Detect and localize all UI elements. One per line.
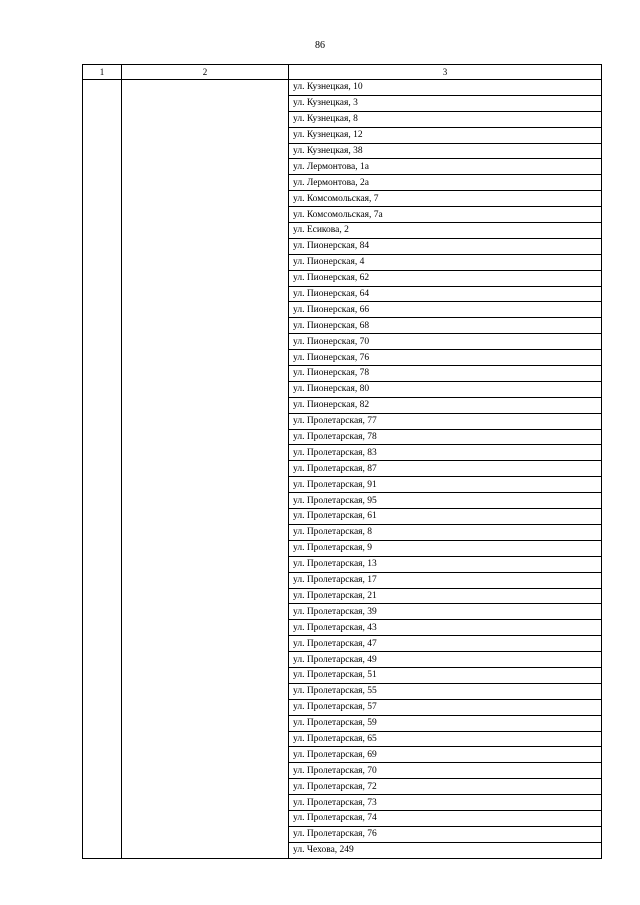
address-cell: ул. Пролетарская, 78 [289, 429, 602, 445]
address-cell: ул. Пролетарская, 47 [289, 636, 602, 652]
address-cell: ул. Пролетарская, 77 [289, 413, 602, 429]
address-cell: ул. Пролетарская, 17 [289, 572, 602, 588]
address-cell: ул. Пионерская, 78 [289, 366, 602, 382]
address-cell: ул. Кузнецкая, 38 [289, 143, 602, 159]
address-cell: ул. Лермонтова, 1а [289, 159, 602, 175]
address-cell: ул. Пионерская, 84 [289, 238, 602, 254]
address-cell: ул. Пролетарская, 87 [289, 461, 602, 477]
address-cell: ул. Пролетарская, 55 [289, 683, 602, 699]
address-cell: ул. Кузнецкая, 12 [289, 127, 602, 143]
address-cell: ул. Пролетарская, 73 [289, 795, 602, 811]
address-cell: ул. Пионерская, 80 [289, 381, 602, 397]
address-cell: ул. Пионерская, 70 [289, 334, 602, 350]
address-cell: ул. Пролетарская, 95 [289, 493, 602, 509]
address-cell: ул. Пролетарская, 91 [289, 477, 602, 493]
address-cell: ул. Есикова, 2 [289, 223, 602, 239]
address-cell: ул. Пролетарская, 21 [289, 588, 602, 604]
address-cell: ул. Пионерская, 66 [289, 302, 602, 318]
address-cell: ул. Пионерская, 64 [289, 286, 602, 302]
table-row [83, 80, 602, 96]
page-number: 86 [315, 40, 325, 51]
address-cell: ул. Пролетарская, 8 [289, 524, 602, 540]
address-cell: ул. Комсомольская, 7 [289, 191, 602, 207]
address-cell: ул. Пионерская, 76 [289, 350, 602, 366]
address-cell: ул. Кузнецкая, 8 [289, 111, 602, 127]
address-cell: ул. Чехова, 249 [289, 842, 602, 858]
address-cell: ул. Пионерская, 82 [289, 397, 602, 413]
address-cell: ул. Пролетарская, 43 [289, 620, 602, 636]
table-header-row [83, 65, 602, 80]
address-cell: ул. Пролетарская, 13 [289, 556, 602, 572]
address-cell: ул. Пролетарская, 61 [289, 509, 602, 525]
address-table [82, 64, 602, 859]
address-cell: ул. Пролетарская, 65 [289, 731, 602, 747]
address-cell: ул. Пролетарская, 69 [289, 747, 602, 763]
address-cell: ул. Комсомольская, 7а [289, 207, 602, 223]
address-cell: ул. Пролетарская, 59 [289, 715, 602, 731]
address-cell: ул. Пролетарская, 70 [289, 763, 602, 779]
column-header-3: 3 [289, 65, 602, 80]
address-cell: ул. Пролетарская, 72 [289, 779, 602, 795]
address-cell: ул. Пионерская, 4 [289, 254, 602, 270]
column-1-cell [83, 80, 122, 859]
address-cell: ул. Пролетарская, 76 [289, 826, 602, 842]
address-cell: ул. Пролетарская, 9 [289, 540, 602, 556]
address-cell: ул. Пионерская, 62 [289, 270, 602, 286]
address-cell: ул. Пролетарская, 74 [289, 810, 602, 826]
address-cell: ул. Пролетарская, 51 [289, 667, 602, 683]
column-header-1: 1 [83, 65, 122, 80]
address-cell: ул. Лермонтова, 2а [289, 175, 602, 191]
address-cell: ул. Пролетарская, 39 [289, 604, 602, 620]
address-cell: ул. Пролетарская, 83 [289, 445, 602, 461]
column-2-cell [122, 80, 289, 859]
address-cell: ул. Пролетарская, 57 [289, 699, 602, 715]
address-cell: ул. Пионерская, 68 [289, 318, 602, 334]
address-cell: ул. Пролетарская, 49 [289, 652, 602, 668]
address-cell: ул. Кузнецкая, 10 [289, 80, 602, 96]
address-cell: ул. Кузнецкая, 3 [289, 95, 602, 111]
column-header-2: 2 [122, 65, 289, 80]
